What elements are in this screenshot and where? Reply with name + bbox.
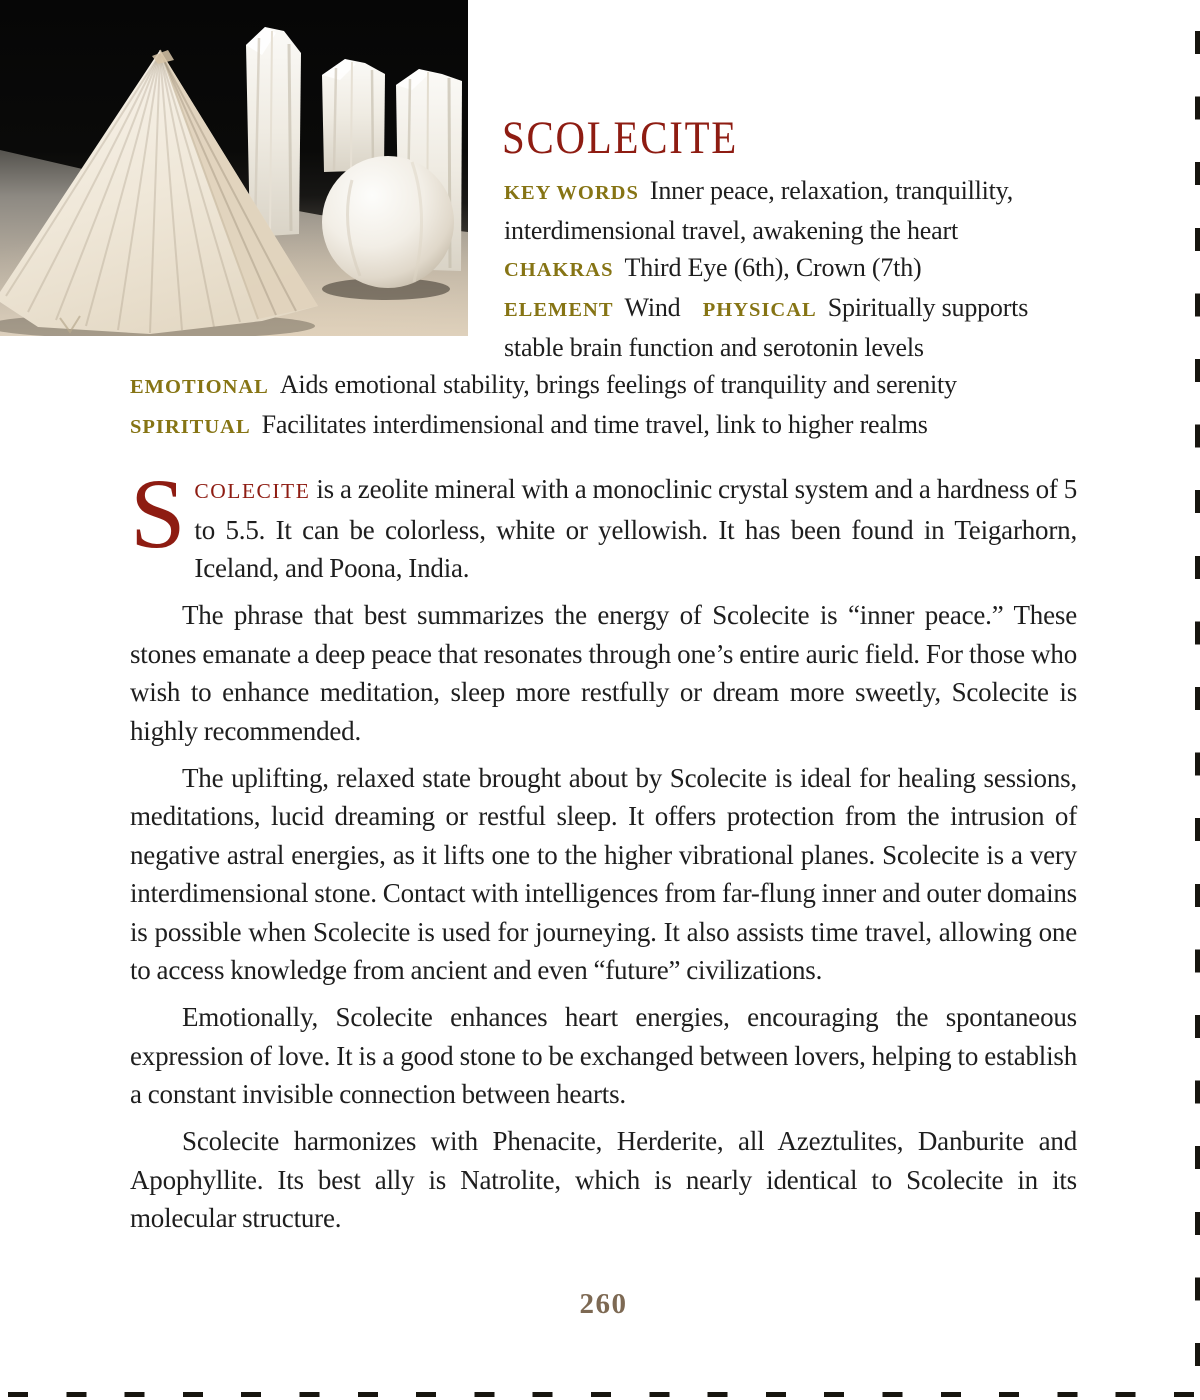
paragraph-4: Emotionally, Scolecite enhances heart energies, encouraging the spontaneous expression of love. It is a good stone to be exchanged between lovers, helping to establish a constant invisible connection between hearts. [130,1002,1077,1109]
attribute-key-words [504,176,1013,245]
paragraph-2: The phrase that best summarizes the energy of Scolecite is “inner peace.” These stones emanate a deep peace that resonates through one’s entire auric field. For those who wish to enhance meditation, sleep more restfully or dream more sweetly, Scolecite is highly recommended. [130,600,1077,746]
page-title: SCOLECITE [502,112,739,165]
drop-cap: S [130,458,186,569]
attribute-label: SPIRITUAL [130,416,251,438]
attribute-emotional [130,370,957,399]
attribute-label: KEY WORDS [504,182,639,204]
attribute-value: Facilitates interdimensional and time travel, link to higher realms [261,410,928,439]
paragraph-1 [130,458,1077,588]
attribute-value: Inner peace, relaxation, tranquillity, interdimensional travel, awakening the heart [504,176,1014,245]
photo-float-spacer [130,172,504,362]
attribute-value: Spiritually supports stable brain function and serotonin levels [504,293,1029,362]
lead-in-word: COLECITE [194,479,311,503]
attribute-chakras [504,253,921,282]
attribute-label: PHYSICAL [702,299,817,321]
paragraph-3: The uplifting, relaxed state brought about by Scolecite is ideal for healing sessions, meditations, lucid dreaming or restful sleep. It offers protection from the intrusion of negative astral energies, as it lifts one to the higher vibrational planes. Scolecite is a very interdimensional stone. Contact with intelligences from far-flung inner and outer domains is possible when Scolecite is used for journeying. It also assists time travel, allowing one to access knowledge from ancient and even “future” civilizations. [130,762,1077,985]
page-edge-marks-bottom [8,1392,1196,1397]
attributes-block [130,172,1077,446]
attribute-value: Third Eye (6th), Crown (7th) [624,253,922,282]
crystal-wand-2 [322,59,385,172]
page-number: 260 [579,1288,628,1320]
attribute-element [504,293,680,322]
paragraph-5: Scolecite harmonizes with Phenacite, Herderite, all Azeztulites, Danburite and Apophyllite. Its best ally is Natrolite, which is nearly identical to Scolecite in its molecular structure. [130,1126,1077,1233]
attribute-value: Wind [624,293,681,322]
attribute-value: Aids emotional stability, brings feelings of tranquility and serenity [279,370,957,399]
article-body [130,458,1077,1246]
attribute-label: ELEMENT [504,299,614,321]
attribute-label: EMOTIONAL [130,376,269,398]
paragraph-text: is a zeolite mineral with a monoclinic crystal system and a hardness of 5 to 5.5. It can be colorless, white or yellowish. It has been found in Teigarhorn, Iceland, and Poona, India. [194,474,1077,583]
attribute-label: CHAKRAS [504,259,614,281]
page-edge-marks-right [1195,31,1200,1383]
attribute-spiritual [130,410,928,439]
